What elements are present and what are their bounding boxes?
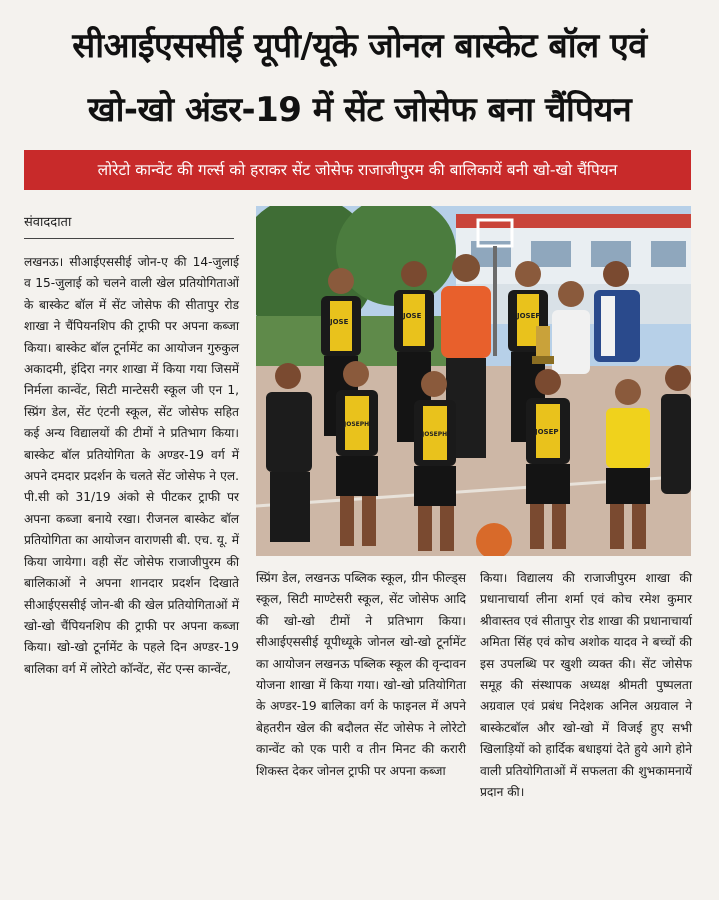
jersey-text: JOSE [403,312,422,320]
window [531,241,571,267]
headline-line-1: सीआईएससीई यूपी/यूके जोनल बास्केट बॉल एवं [72,26,647,66]
article-column-2 [256,568,466,782]
jersey-text: JOSEPH [344,421,370,428]
headline-line-2: खो-खो अंडर-19 में सेंट जोसेफ बना चैंपियन [87,90,632,130]
team-photo [256,206,691,556]
jersey-text: JOSEP [517,312,541,320]
jersey-text: JOSEPH [422,431,448,438]
article-column-3 [480,568,692,803]
headline [0,14,719,142]
jersey-text: JOSE [330,318,349,326]
article-paragraph-2: स्प्रिंग डेल, लखनऊ पब्लिक स्कूल, ग्रीन फील्ड्स स्कूल, सिटी माण्टेसरी स्कूल, सेंट जोसेफ आदि की खो-खो टीमों ने प्रतिभाग किया। सीआईएससीई यूपीध्यूके जोनल खो-खो टूर्नामेंट का आयोजन लखनऊ पब्लिक स्कूल की वृन्दावन योजना शाखा में किया गया। खो-खो प्रतियोगिता के अण्डर-19 बालिका वर्ग के फाइनल में अपने बेहतरीन खेल की बदौलत सेंट जोसेफ ने लोरेटो कान्वेंट को एक पारी व तीन मिनट की करारी शिकस्त देकर जोनल ट्राफी पर अपना कब्जा [256,571,466,778]
article-paragraph-1: लखनऊ। सीआईएससीई जोन-ए की 14-जुलाई व 15-जुलाई को चलने वाली खेल प्रतियोगिताओं के बास्केट बॉल में सेंट जोसेफ की सीतापुर रोड शाखा ने चैंपियनशिप की ट्राफी पर अपना कब्जा किया। बास्केट बॉल टूर्नामेंट का आयोजन गुरुकुल अकादमी, इंदिरा नगर शाखा में किया गया जिसमें निर्मला कान्वेंट, सिटी मान्टेसरी स्कूल जी एन 1, स्प्रिंग डेल, सेंट एंटनी स्कूल, सेंट जोसेफ सहित कई अन्य विद्यालयों की टीमों ने प्रतिभाग किया। बास्केट बॉल प्रतियोगिता के अण्डर-19 वर्ग में अपने दमदार प्रदर्शन के चलते सेंट जोसेफ ने एल. पी.सी को 31/19 अंको से पीटकर ट्राफी पर अपना कब्जा बनाये रखा। रीजनल बास्केट बॉल प्रतियोगिता का आयोजन वाराणसी बी. एच. यू. में किया जायेगा। वही सेंट जोसेफ राजाजीपुरम की बालिकाओं ने अपना शानदार प्रदर्शन दिखाते सीआईएससीई जोन-बी की खेल प्रतियोगिताओं में खो-खो चैंपियनशिप की ट्राफी पर अपना कब्जा किया। खो-खो टूर्नामेंट के पहले दिन अण्डर-19 बालिका वर्ग में लोरेटो कॉन्वेंट, सेंट एन्स कान्वेंट, [24,255,239,676]
article-column-1 [24,252,239,680]
team-photo-illustration [256,206,691,556]
hoop-pole [493,246,497,356]
subheadline-banner: लोरेटो कान्वेंट की गर्ल्स को हराकर सेंट जोसेफ राजाजीपुरम की बालिकायें बनी खो-खो चैंपियन [24,150,691,190]
window [651,241,686,267]
article-paragraph-3: किया। विद्यालय की राजाजीपुरम शाखा की प्रधानाचार्या लीना शर्मा एवं कोच रमेश कुमार श्रीवास्तव एवं सीतापुर रोड शाखा की प्रधानाचार्या अमिता सिंह एवं कोच अशोक यादव ने बच्चों की इस उपलब्धि पर खुशी व्यक्त की। सेंट जोसेफ समूह की संस्थापक अध्यक्ष श्रीमती पुष्पलता अग्रवाल एवं प्रबंध निदेशक अनिल अग्रवाल ने बास्केटबॉल और खो-खो में विजई हुए सभी खिलाड़ियों को हार्दिक बधाइयां देते हुये आगे होने वाली प्रतियोगिताओं में सफलता की शुभकामनायें प्रदान की। [480,571,692,800]
byline: संवाददाता [24,212,234,239]
jersey-text: JOSEP [535,428,559,436]
